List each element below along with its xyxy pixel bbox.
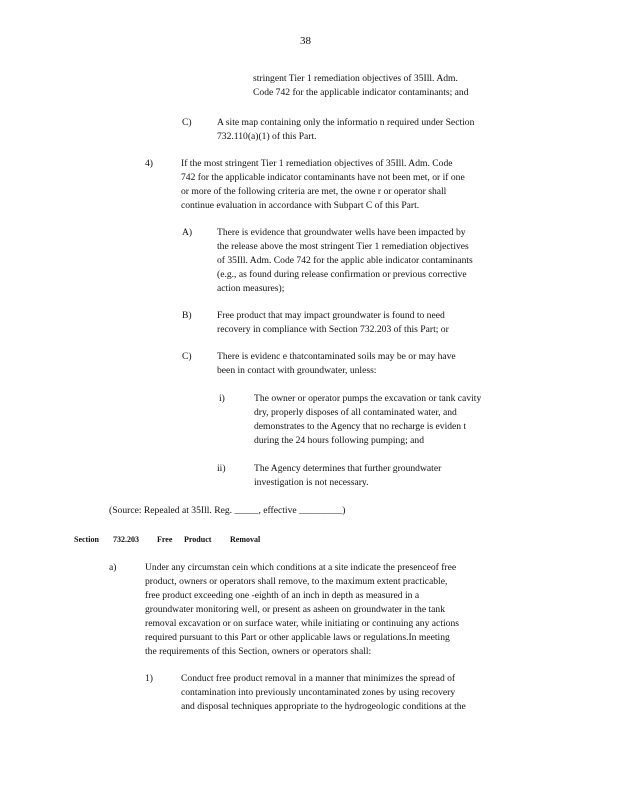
item-4-line-2: 742 for the applicable indicator contaminants have not been met, or if one — [181, 172, 465, 183]
sub-i-label: i) — [219, 393, 225, 404]
source-note: (Source: Repealed at 35Ill. Reg. _____, effective _________) — [109, 505, 346, 516]
para-a-line-7: the requirements of this Section, owners or operators shall: — [145, 646, 372, 657]
sub-i-line-3: demonstrates to the Agency that no recharge is eviden t — [254, 421, 467, 432]
section-word: Section — [74, 535, 99, 544]
para-a-line-2: product, owners or operators shall remove, to the maximum extent practicable, — [145, 576, 448, 587]
sub-ii-label: ii) — [217, 463, 226, 474]
para-a-line-5: removal excavation or on surface water, while initiating or continuing any actions — [145, 618, 459, 629]
para-a1-label: 1) — [145, 673, 153, 684]
section-title-word-3: Removal — [230, 535, 261, 544]
item-c-line-1: A site map containing only the informatio n required under Section — [217, 117, 475, 128]
sub-ii-line-2: investigation is not necessary. — [254, 477, 369, 488]
item-4-label: 4) — [145, 158, 153, 169]
sub-ii-line-1: The Agency determines that further groundwater — [254, 463, 442, 474]
sub-a-line-5: action measures); — [217, 283, 285, 294]
para-a1-line-2: contamination into previously uncontaminated zones by using recovery — [181, 687, 456, 698]
item-4-line-1: If the most stringent Tier 1 remediation objectives of 35Ill. Adm. Code — [181, 158, 453, 169]
item-4-line-4: continue evaluation in accordance with Subpart C of this Part. — [181, 200, 420, 211]
continuation-line-1: stringent Tier 1 remediation objectives of 35Ill. Adm. — [253, 73, 458, 84]
sub-a-line-4: (e.g., as found during release confirmation or previous corrective — [217, 269, 467, 280]
sub-b-label: B) — [182, 310, 192, 321]
sub-a-line-2: the release above the most stringent Tier 1 remediation objectives — [217, 241, 469, 252]
sub-a-line-3: of 35Ill. Adm. Code 742 for the applic able indicator contaminants — [217, 255, 473, 266]
continuation-line-2: Code 742 for the applicable indicator contaminants; and — [253, 87, 469, 98]
para-a-label: a) — [109, 562, 117, 573]
page-number: 38 — [300, 35, 311, 47]
para-a-line-4: groundwater monitoring well, or present as asheen on groundwater in the tank — [145, 604, 445, 615]
section-title-word-2: Product — [184, 535, 212, 544]
section-title-word-1: Free — [157, 535, 173, 544]
sub-a-label: A) — [182, 227, 193, 238]
section-number: 732.203 — [113, 535, 139, 544]
para-a1-line-3: and disposal techniques appropriate to the hydrogeologic conditions at the — [181, 701, 466, 712]
sub-i-line-2: dry, properly disposes of all contaminated water, and — [254, 407, 457, 418]
sub-a-line-1: There is evidence that groundwater wells have been impacted by — [217, 227, 466, 238]
sub-c-line-1: There is evidenc e thatcontaminated soils may be or may have — [217, 351, 456, 362]
sub-i-line-1: The owner or operator pumps the excavation or tank cavity — [254, 393, 482, 404]
para-a-line-6: required pursuant to this Part or other applicable laws or regulations.In meeting — [145, 632, 450, 643]
item-4-line-3: or more of the following criteria are met, the owne r or operator shall — [181, 186, 447, 197]
item-c-label: C) — [182, 117, 192, 128]
sub-c-label: C) — [182, 351, 192, 362]
para-a-line-3: free product exceeding one -eighth of an inch in depth as measured in a — [145, 590, 420, 601]
sub-b-line-1: Free product that may impact groundwater is found to need — [217, 310, 445, 321]
sub-b-line-2: recovery in compliance with Section 732.203 of this Part; or — [217, 324, 449, 335]
sub-i-line-4: during the 24 hours following pumping; and — [254, 435, 425, 446]
para-a-line-1: Under any circumstan cein which conditions at a site indicate the presenceof free — [145, 562, 457, 573]
sub-c-line-2: been in contact with groundwater, unless: — [217, 365, 377, 376]
item-c-line-2: 732.110(a)(1) of this Part. — [217, 131, 317, 142]
para-a1-line-1: Conduct free product removal in a manner that minimizes the spread of — [181, 673, 456, 684]
